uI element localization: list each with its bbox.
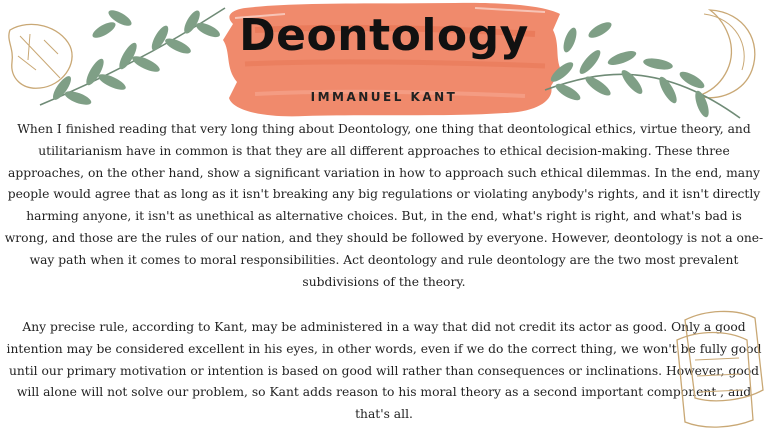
body-paragraph-1: When I finished reading that very long thing about Deontology, one thing that deontological ethics, virtue theory, and utilitarianism have in common is that they are all different approaches to ethical decision-making. These three approaches, on the other hand, show a significant variation in how to approach such ethical dilemmas. In the end, many people would agree that as long as it isn't breaking any big regulations or violating anybody's rights, and it isn't directly harming anyone, it isn't as unethical as alternative choices. But, in the end, what's right is right, and what's bad is wrong, and those are the rules of our nation, and they should be followed by everyone. However, deontology is not a one-way path when it comes to moral responsibilities. Act deontology and rule deontology are the two most prevalent subdivisions of the theory. [4, 122, 764, 289]
paper-outline-icon [655, 300, 768, 433]
body-paragraph-2: Any precise rule, according to Kant, may be administered in a way that did not credit its actor as good. Only a good intention may be considered excellent in his eyes, in other words, even if we do the correct thing, we won't be fully good until our primary motivation or intention is based on good will rather than consequences or inclinations. However, good will alone will not solve our problem, so Kant adds reason to his moral theory as a second important component , and that's all. [6, 320, 762, 422]
page-title: Deontology [239, 10, 529, 61]
page-subtitle: IMMANUEL KANT [310, 90, 458, 104]
